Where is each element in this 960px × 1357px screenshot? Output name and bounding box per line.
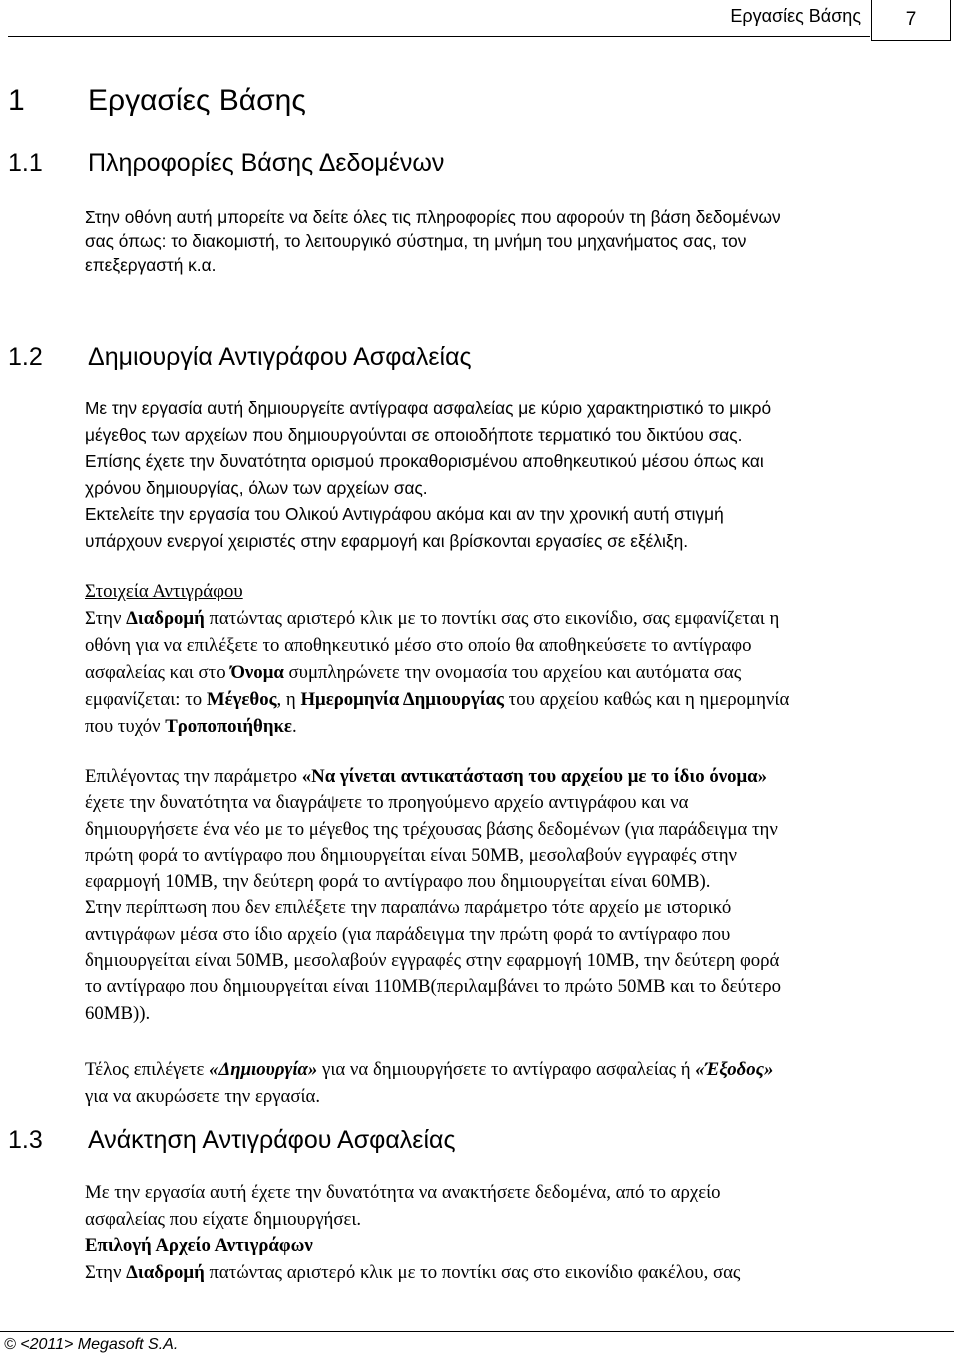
section-title: Πληροφορίες Βάσης Δεδομένων — [88, 149, 445, 177]
text-run: εμφανίζεται: το — [85, 689, 207, 710]
subheading-backup-details: Στοιχεία Αντιγράφου — [85, 581, 243, 602]
footer-rule — [0, 1331, 954, 1332]
text-line: έχετε την δυνατότητα να διαγράψετε το προηγούμενο αρχείο αντιγράφου και να — [85, 792, 689, 814]
chapter-number: 1 — [8, 84, 25, 117]
page-number: 7 — [905, 9, 917, 30]
text-line: πρώτη φορά το αντίγραφο που δημιουργείται είναι 50MB, μεσολαβούν εγγραφές στην — [85, 844, 738, 866]
chapter-heading — [8, 84, 306, 118]
backup-details-block — [85, 578, 945, 740]
chapter-title: Εργασίες Βάσης — [88, 84, 306, 117]
text-line: χρόνου δημιουργίας, όλων των αρχείων σας. — [85, 477, 428, 498]
section-title: Ανάκτηση Αντιγράφου Ασφαλείας — [88, 1126, 456, 1154]
text-run: που τυχόν — [85, 716, 166, 737]
header-rule — [8, 36, 870, 37]
text-line: ασφαλείας που είχατε δημιουργήσει. — [85, 1208, 362, 1230]
text-run: ασφαλείας και στο — [85, 662, 231, 683]
text-run: του αρχείου καθώς και η ημερομηνία — [503, 689, 790, 710]
page-header — [0, 0, 960, 44]
text-line — [85, 713, 945, 740]
section-number: 1.3 — [8, 1126, 43, 1154]
page-number-box — [871, 0, 951, 41]
text-line: για να ακυρώσετε την εργασία. — [85, 1085, 321, 1107]
text-run: , η — [276, 689, 301, 710]
text-line: σας όπως: το διακομιστή, το λειτουργικό σύστημα, τη μνήμη του μηχανήματος σας, τον — [85, 231, 747, 251]
text-line: Στην περίπτωση που δεν επιλέξετε την παραπάνω παράμετρο τότε αρχείο με ιστορικό — [85, 897, 732, 919]
page-footer — [4, 1336, 178, 1354]
text-run: πατώντας αριστερό κλικ με το ποντίκι σας στο εικονίδιο, σας εμφανίζεται η — [204, 608, 780, 629]
section-1-3-body — [85, 1180, 945, 1286]
section-title: Δημιουργία Αντιγράφου Ασφαλείας — [88, 343, 472, 371]
text-run: Στην — [85, 608, 127, 629]
text-run: . — [291, 716, 297, 737]
paragraph — [85, 764, 945, 1027]
paragraph — [85, 578, 945, 740]
overwrite-option-block — [85, 764, 945, 1027]
paragraph — [85, 205, 945, 277]
term-name: Όνομα — [230, 662, 284, 683]
text-line: αντιγράφων μέσα στο ίδιο αρχείο (για παράδειγμα την πρώτη φορά το αντίγραφο που — [85, 923, 731, 945]
section-heading-1-1 — [8, 149, 444, 178]
action-exit: «Έξοδος» — [695, 1059, 774, 1080]
action-create: «Δημιουργία» — [209, 1059, 318, 1080]
text-run: Τέλος επιλέγετε — [85, 1059, 210, 1080]
section-1-2-intro — [85, 395, 945, 554]
text-run: για να δημιουργήσετε το αντίγραφο ασφαλείας ή — [317, 1059, 696, 1080]
text-line: Με την εργασία αυτή έχετε την δυνατότητα να ανακτήσετε δεδομένα, από το αρχείο — [85, 1182, 721, 1203]
text-line: επεξεργαστή κ.α. — [85, 255, 217, 275]
text-run: Επιλέγοντας την παράμετρο — [85, 766, 302, 787]
option-overwrite: «Να γίνεται αντικατάσταση του αρχείου με το ίδιο όνομα» — [301, 766, 768, 787]
text-line: δημιουργείται είναι 50MB, μεσολαβούν εγγραφές στην εφαρμογή 10MB, την δεύτερη φορά — [85, 950, 780, 972]
paragraph — [85, 1057, 945, 1110]
text-line — [85, 1057, 945, 1084]
text-line: Επίσης έχετε την δυνατότητα ορισμού προκαθορισμένου αποθηκευτικού μέσου όπως και — [85, 451, 764, 471]
term-size: Μέγεθος — [206, 689, 277, 710]
term-path: Διαδρομή — [126, 1261, 205, 1283]
finish-block — [85, 1057, 945, 1110]
text-line: Με την εργασία αυτή δημιουργείτε αντίγραφα ασφαλείας με κύριο χαρακτηριστικό το μικρό — [85, 398, 772, 418]
section-number: 1.2 — [8, 343, 43, 371]
copyright-text: © <2011> Megasoft S.A. — [4, 1336, 179, 1353]
paragraph — [85, 395, 945, 554]
subheading-backup-file: Επιλογή Αρχείο Αντιγράφων — [85, 1235, 313, 1256]
text-line: δημιουργήσετε ένα νέο με το μέγεθος της τρέχουσας βάσης δεδομένων (για παράδειγμα την — [85, 818, 778, 840]
running-header-title: Εργασίες Βάσης — [730, 6, 861, 26]
text-line — [85, 605, 945, 632]
section-1-1-body — [85, 205, 945, 277]
section-heading-1-2 — [8, 343, 472, 372]
text-line — [85, 659, 945, 686]
term-path: Διαδρομή — [126, 608, 205, 629]
text-line: Εκτελείτε την εργασία του Ολικού Αντιγράφου ακόμα και αν την χρονική αυτή στιγμή — [85, 504, 724, 524]
text-line: Στην οθόνη αυτή μπορείτε να δείτε όλες τις πληροφορίες που αφορούν τη βάση δεδομένων — [85, 207, 781, 227]
text-line: υπάρχουν ενεργοί χειριστές στην εφαρμογή και βρίσκονται εργασίες σε εξέλιξη. — [85, 530, 689, 551]
term-modified: Τροποποιήθηκε — [165, 716, 292, 737]
text-line — [85, 1260, 945, 1287]
text-line — [85, 764, 945, 790]
text-line: εφαρμογή 10MB, την δεύτερη φορά το αντίγραφο που δημιουργείται είναι 60MB). — [85, 871, 711, 893]
section-heading-1-3 — [8, 1126, 456, 1155]
text-run: συμπληρώνετε την ονομασία του αρχείου και αυτόματα σας — [283, 662, 742, 683]
text-line: οθόνη για να επιλέξετε το αποθηκευτικό μέσο στο οποίο θα αποθηκεύσετε το αντίγραφο — [85, 635, 752, 656]
paragraph — [85, 1180, 945, 1286]
term-creation-date: Ημερομηνία Δημιουργίας — [300, 689, 504, 710]
text-run: πατώντας αριστερό κλικ με το ποντίκι σας στο εικονίδιο φακέλου, σας — [204, 1261, 741, 1283]
text-run: Στην — [85, 1261, 127, 1283]
text-line: 60MB)). — [85, 1002, 151, 1024]
text-line: μέγεθος των αρχείων που δημιουργούνται σε οποιοδήποτε τερματικό του δικτύου σας. — [85, 424, 743, 445]
text-line — [85, 686, 945, 713]
section-number: 1.1 — [8, 149, 43, 177]
text-line: το αντίγραφο που δημιουργείται είναι 110MB(περιλαμβάνει το πρώτο 50MB και το δεύτερο — [85, 976, 782, 998]
